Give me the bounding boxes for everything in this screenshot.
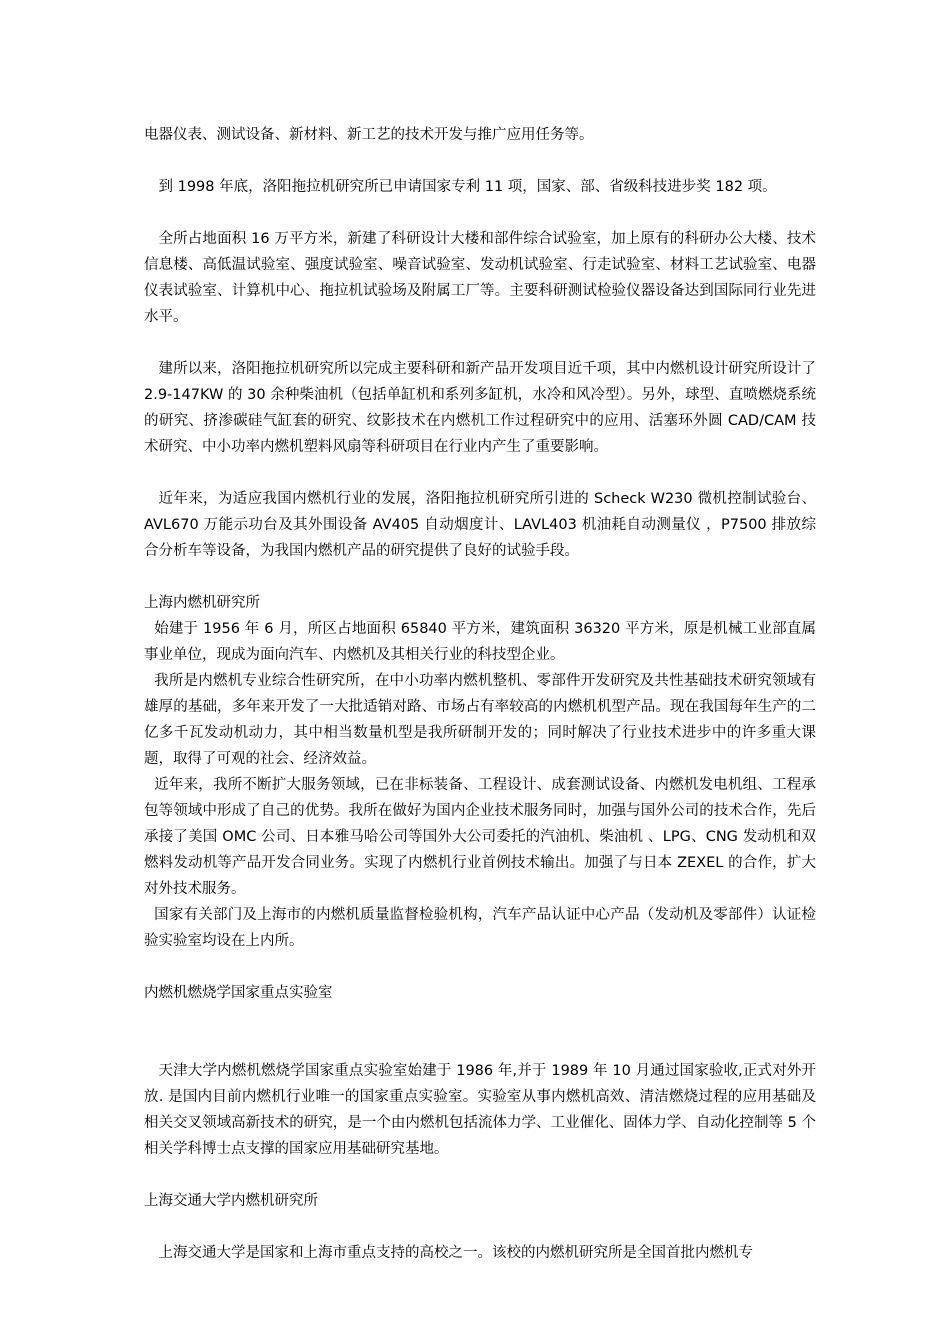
section-heading-shanghai-institute: 上海内燃机研究所 <box>144 595 260 611</box>
paragraph-tech-development: 电器仪表、测试设备、新材料、新工艺的技术开发与推广应用任务等。 <box>144 127 594 143</box>
paragraph-research-projects: 建所以来，洛阳拖拉机研究所以完成主要科研和新产品开发项目近千项，其中内燃机设计研究所设计了 2.9-147KW 的 30 余种柴油机（包括单缸机和系列多缸机，水冷和风冷型）。另外，球型、直喷燃烧系统的研究、挤渗碳硅气缸套的研究、纹影技术在内燃机工作过程研究中的应用、活塞环外圆 CAD/CAM 技术研究、中小功率内燃机塑料风扇等科研项目在行业内产生了重要影响。 <box>144 361 816 455</box>
paragraph-equipment: 近年来，为适应我国内燃机行业的发展，洛阳拖拉机研究所引进的 Scheck W230 微机控制试验台、AVL670 万能示功台及其外围设备 AV405 自动烟度计、LAVL403 机油耗自动测量仪 ，P7500 排放综合分析车等设备，为我国内燃机产品的研究提供了良好的试验手段。 <box>144 491 816 559</box>
section-heading-combustion-lab: 内燃机燃烧学国家重点实验室 <box>144 985 333 1001</box>
paragraph-facilities: 全所占地面积 16 万平方米，新建了科研设计大楼和部件综合试验室，加上原有的科研办公大楼、技术信息楼、高低温试验室、强度试验室、噪音试验室、发动机试验室、行走试验室、材料工艺试验室、电器仪表试验室、计算机中心、拖拉机试验场及附属工厂等。主要科研测试检验仪器设备达到国际同行业先进水平。 <box>144 231 816 325</box>
section-heading-sjtu-institute: 上海交通大学内燃机研究所 <box>144 1193 318 1209</box>
paragraph-shanghai-expertise: 我所是内燃机专业综合性研究所，在中小功率内燃机整机、零部件开发研究及共性基础技术研究领域有雄厚的基础，多年来开发了一大批适销对路、市场占有率较高的内燃机机型产品。现在我国每年生产的二亿多千瓦发动机动力，其中相当数量机型是我所研制开发的；同时解决了行业技术进步中的许多重大课题，取得了可观的社会、经济效益。 <box>144 673 816 767</box>
paragraph-shanghai-services: 近年来，我所不断扩大服务领域，已在非标装备、工程设计、成套测试设备、内燃机发电机组、工程承包等领域中形成了自己的优势。我所在做好为国内企业技术服务同时，加强与国外公司的技术合作，先后承接了美国 OMC 公司、日本雅马哈公司等国外大公司委托的汽油机、柴油机 、LPG、CNG 发动机和双燃料发动机等产品开发合同业务。实现了内燃机行业首例技术输出。加强了与日本 ZEXEL 的合作，扩大对外技术服务。 <box>144 777 816 897</box>
document-page <box>144 122 816 1266</box>
paragraph-patents: 到 1998 年底，洛阳拖拉机研究所已申请国家专利 11 项，国家、部、省级科技进步奖 182 项。 <box>158 179 777 195</box>
paragraph-sjtu: 上海交通大学是国家和上海市重点支持的高校之一。该校的内燃机研究所是全国首批内燃机专 <box>158 1245 753 1261</box>
paragraph-shanghai-certification: 国家有关部门及上海市的内燃机质量监督检验机构，汽车产品认证中心产品（发动机及零部件）认证检验实验室均设在上内所。 <box>144 907 816 949</box>
paragraph-shanghai-founding: 始建于 1956 年 6 月，所区占地面积 65840 平方米，建筑面积 36320 平方米，原是机械工业部直属事业单位，现成为面向汽车、内燃机及其相关行业的科技型企业。 <box>144 621 816 663</box>
paragraph-combustion-lab: 天津大学内燃机燃烧学国家重点实验室始建于 1986 年,并于 1989 年 10 月通过国家验收,正式对外开放. 是国内目前内燃机行业唯一的国家重点实验室。实验室从事内燃机高效、清洁燃烧过程的应用基础及相关交叉领域高新技术的研究，是一个由内燃机包括流体力学、工业催化、固体力学、自动化控制等 5 个相关学科博士点支撑的国家应用基础研究基地。 <box>144 1063 816 1157</box>
